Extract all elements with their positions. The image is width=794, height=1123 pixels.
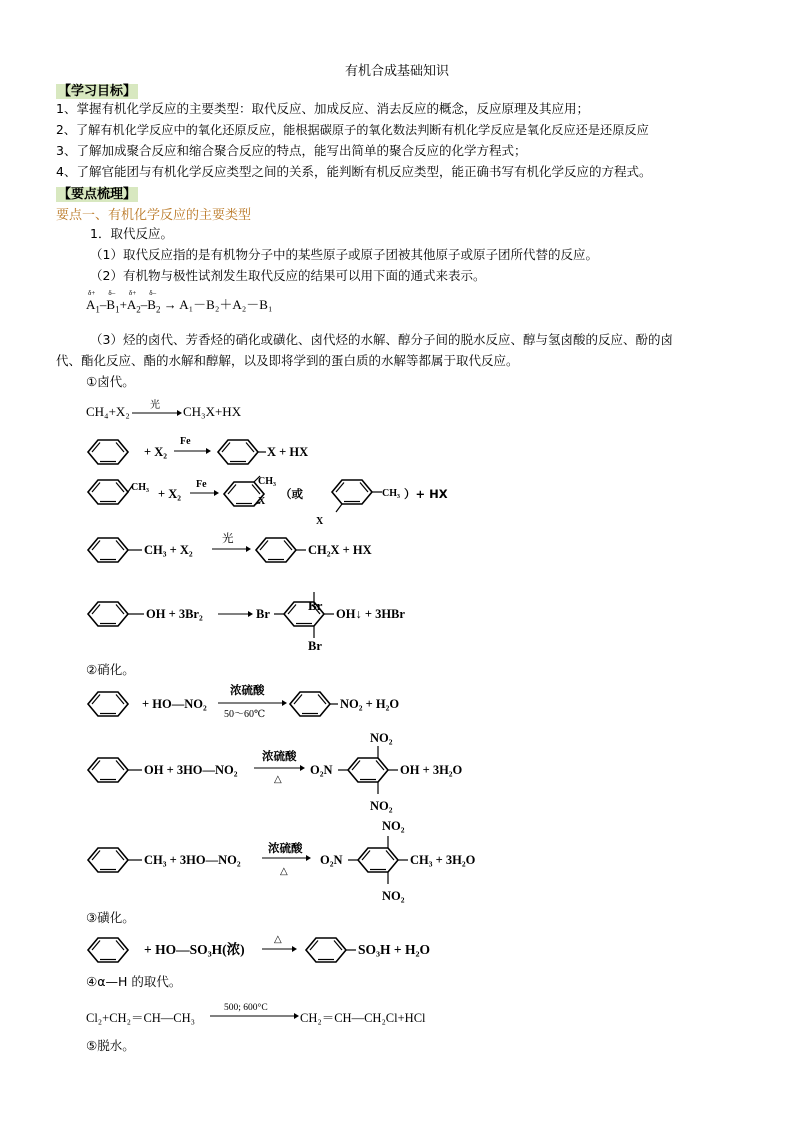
svg-text:浓硫酸: 浓硫酸 (262, 749, 297, 763)
svg-text:CH₃ + 3H₂O: CH₃ + 3H₂O (410, 853, 476, 867)
arrow-light (132, 398, 182, 420)
goals-header: 【学习目标】 (58, 84, 137, 99)
svg-text:浓硫酸: 浓硫酸 (268, 841, 303, 855)
svg-text:+ HO—NO₂: + HO—NO₂ (142, 697, 207, 711)
arrow-500c (210, 1000, 300, 1024)
svg-text:△: △ (274, 934, 282, 945)
phenol-br-top: Br (308, 598, 323, 613)
eq-sulfonation (84, 930, 484, 970)
svg-text:500; 600°C: 500; 600°C (224, 1003, 268, 1013)
sub-alpha-h: ④α—H 的取代。 (86, 974, 182, 989)
goal-1: 1、掌握有机化学反应的主要类型：取代反应、加成反应、消去反应的概念，反应原理及其应用； (56, 101, 589, 116)
svg-text:光: 光 (150, 400, 160, 411)
svg-text:NO₂: NO₂ (382, 819, 405, 833)
general-formula: $A_1$ δ+ $-B_1$ δ– $+A_2$ δ+ $-B_2$ δ– → A₁－B₂＋A₂－B₁ (86, 289, 273, 315)
svg-text:O₂N: O₂N (320, 853, 343, 867)
svg-text:浓硫酸: 浓硫酸 (230, 684, 265, 697)
svg-text:X: X (316, 516, 324, 527)
svg-text:Fe: Fe (196, 479, 207, 490)
item-general-formula-intro: （2）有机物与极性试剂发生取代反应的结果可以用下面的通式来表示。 (90, 268, 486, 283)
svg-text:CH₃ + 3HO—NO₂: CH₃ + 3HO—NO₂ (144, 853, 241, 867)
eq-methane-left: CH₄+X₂ (86, 404, 130, 419)
eq-toluene-halogenation (84, 472, 464, 532)
svg-text:X: X (258, 496, 266, 507)
eq-side-chain-halogenation (84, 530, 404, 570)
item-examples-line1: （3）烃的卤代、芳香烃的硝化或磺化、卤代烃的水解、醇分子间的脱水反应、醇与氢卤酸的反应、酚的卤 (90, 332, 673, 347)
toluene-ring-icon (88, 480, 128, 504)
item-substitution: 1．取代反应。 (90, 226, 173, 241)
points-header: 【要点梳理】 (58, 187, 137, 202)
goal-4: 4、了解官能团与有机化学反应类型之间的关系，能判断有机反应类型，能正确书写有机化学反应的方程式。 (56, 164, 652, 179)
svg-text:NO₂: NO₂ (382, 889, 405, 903)
svg-text:CH₃: CH₃ (131, 482, 149, 493)
svg-text:光: 光 (222, 531, 234, 545)
goal-3: 3、了解加成聚合反应和缩合聚合反应的特点，能写出简单的聚合反应的化学方程式； (56, 143, 527, 158)
eq-phenol-nitration (84, 730, 504, 820)
section-title: 要点一、有机化学反应的主要类型 (56, 208, 252, 223)
svg-text:）+ HX: ）+ HX (404, 487, 448, 501)
svg-text:SO₃H + H₂O: SO₃H + H₂O (358, 942, 431, 957)
svg-text:O₂N: O₂N (310, 763, 333, 777)
svg-text:NO₂: NO₂ (370, 799, 393, 813)
svg-text:OH + 3HO—NO₂: OH + 3HO—NO₂ (144, 763, 238, 777)
eq-benzene-halogenation (84, 432, 384, 472)
page-title: 有机合成基础知识 (344, 64, 449, 79)
goal-2: 2、了解有机化学反应中的氧化还原反应，能根据碳原子的氧化数法判断有机化学反应是氧化反应还是还原反应 (56, 123, 649, 137)
eq-alpha-right: CH₂＝CH—CH₂Cl+HCl (300, 1011, 426, 1025)
svg-text:△: △ (274, 774, 282, 785)
sub-nitration: ②硝化。 (86, 662, 135, 677)
svg-text:OH + 3H₂O: OH + 3H₂O (400, 763, 463, 777)
svg-text:X + HX: X + HX (267, 445, 309, 459)
eq-methane-right: CH₃X+HX (183, 404, 242, 419)
svg-text:CH₃: CH₃ (258, 476, 276, 487)
svg-text:CH₃ + X₂: CH₃ + X₂ (144, 543, 193, 557)
svg-text:CH₂X + HX: CH₂X + HX (308, 543, 372, 557)
svg-text:（或: （或 (280, 487, 303, 501)
svg-text:△: △ (280, 866, 288, 877)
sub-dehydration: ⑤脱水。 (86, 1038, 135, 1053)
sub-halogenation: ①卤代。 (86, 374, 135, 389)
svg-text:OH + 3Br₂: OH + 3Br₂ (146, 607, 203, 621)
svg-text:NO₂ + H₂O: NO₂ + H₂O (340, 697, 400, 711)
item-definition: （1）取代反应指的是有机物分子中的某些原子或原子团被其他原子或原子团所代替的反应。 (90, 247, 598, 262)
svg-text:+ X₂: + X₂ (144, 445, 168, 459)
svg-text:NO₂: NO₂ (370, 731, 393, 745)
item-examples-line2: 代、酯化反应、酯的水解和醇解，以及即将学到的蛋白质的水解等都属于取代反应。 (56, 353, 519, 368)
benzene-ring-icon (88, 440, 128, 464)
svg-text:OH↓ + 3HBr: OH↓ + 3HBr (336, 607, 405, 621)
svg-text:Br: Br (256, 607, 270, 621)
eq-toluene-nitration (84, 814, 524, 908)
svg-text:+ X₂: + X₂ (158, 487, 182, 501)
eq-phenol-bromination (84, 592, 444, 662)
eq-alpha-left: Cl₂+CH₂＝CH—CH₃ (86, 1011, 196, 1025)
svg-text:CH₃: CH₃ (382, 488, 400, 499)
svg-text:50～60℃: 50～60℃ (224, 709, 266, 720)
svg-text:Fe: Fe (180, 436, 191, 447)
eq-benzene-nitration (84, 684, 444, 724)
svg-text:Br: Br (308, 639, 322, 653)
sub-sulfonation: ③磺化。 (86, 910, 135, 925)
svg-text:+ HO—SO₃H(浓): + HO—SO₃H(浓) (144, 942, 245, 957)
